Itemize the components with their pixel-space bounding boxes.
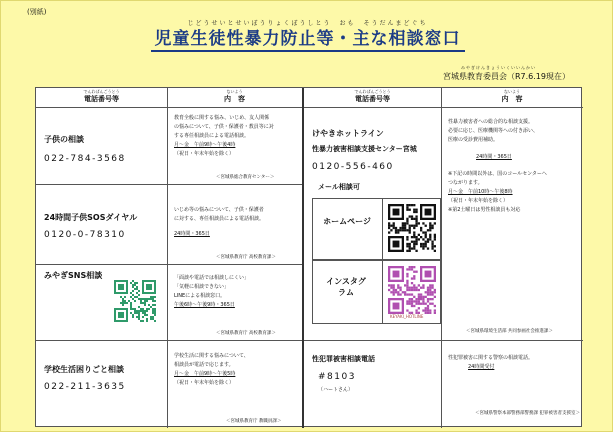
header-phone-left: でんわばんごうとう 電話番号等 bbox=[36, 88, 167, 108]
service-name: けやきホットライン bbox=[312, 129, 384, 138]
org-name: ＜宮城県教育庁 高校教育課＞ bbox=[216, 331, 276, 336]
divider bbox=[167, 88, 168, 428]
row-divider bbox=[304, 340, 583, 341]
phone-number[interactable]: 0120-0-78310 bbox=[44, 230, 126, 240]
issuer-ruby: みやぎけんきょういくいいんかい bbox=[461, 65, 536, 70]
instagram-qr-code[interactable] bbox=[388, 266, 436, 314]
org-name: ＜宮城県警察本部警務部警務課 犯罪被害者支援室＞ bbox=[475, 411, 580, 416]
title-block bbox=[1, 19, 613, 52]
box-divider bbox=[382, 198, 383, 324]
service-subname: 性暴力被害相談支援センター宮城 bbox=[312, 145, 417, 153]
row-divider bbox=[36, 264, 302, 265]
header-phone-right: でんわばんごうとう 電話番号等 bbox=[304, 88, 441, 108]
service-detail: 性暴力被害者への総合的な相談支援。 必要に応じ、医療機関等への付き添い、 医療の受診費用補助。 24時間・365日 ※下記の時間以外は、国のコールセンターへ つながります。 月～金 午前10時～午後8時 （祝日・年末年始を除く） ※第2土曜日は男性相談員も対応 bbox=[448, 119, 547, 213]
row-divider bbox=[36, 184, 302, 185]
service-detail: 教育全般に関する悩み、いじめ、友人関係 の悩みについて、子供・保護者・教員等に対 する専任相談員による電話相談。 月～金 午前9時～午後4時 （祝日・年末年始を除く） bbox=[174, 115, 274, 157]
attachment-tag: (別紙) bbox=[27, 8, 47, 16]
email-available-label: メール相談可 bbox=[318, 183, 360, 191]
service-detail: 学校生活に関する悩みについて、 相談員が電話で応じます。 月～金 午前9時～午後5時 （祝日・年末年始を除く） bbox=[174, 353, 249, 386]
service-name: みやぎSNS相談 bbox=[44, 271, 103, 280]
row-divider bbox=[36, 340, 302, 341]
org-name: ＜宮城県教育庁 教職員課＞ bbox=[226, 419, 282, 424]
title-ruby: じどうせいとせいぼうりょくぼうしとう おも そうだんまどぐち bbox=[187, 20, 428, 27]
phone-note: （ハートさん） bbox=[318, 387, 354, 393]
line-qr-code[interactable] bbox=[114, 280, 156, 322]
homepage-qr-code[interactable] bbox=[388, 204, 436, 252]
instagram-caption: KEYAKI_HOTLINE bbox=[390, 314, 424, 319]
homepage-label: ホームページ bbox=[323, 217, 371, 226]
service-name: 性犯罪被害相談電話 bbox=[312, 355, 375, 363]
service-name: 子供の相談 bbox=[44, 135, 84, 144]
phone-number[interactable]: 022-211-3635 bbox=[44, 382, 126, 392]
phone-number[interactable]: 022-784-3568 bbox=[44, 154, 126, 164]
service-detail: 性犯罪被害に関する警察の相談電話。 24時間受付 bbox=[448, 355, 534, 370]
phone-number[interactable]: 0120-556-460 bbox=[312, 162, 394, 172]
issuer: 宮城県教育委員会（R7.6.19現在） bbox=[442, 72, 570, 81]
center-divider bbox=[302, 88, 304, 428]
service-name: 学校生活困りごと相談 bbox=[44, 365, 124, 374]
header-content-right: ないよう 内 容 bbox=[441, 88, 583, 108]
header-content-left: ないよう 内 容 bbox=[167, 88, 302, 108]
org-name: ＜宮城県環境生活部 共同参画社会推進課＞ bbox=[466, 329, 553, 334]
service-detail: 「面談や電話では相談しにくい」 「気軽に相談できない」 LINEによる相談窓口。 午後6時～午後9時・365日 bbox=[174, 275, 250, 308]
phone-number[interactable]: #8103 bbox=[318, 372, 356, 382]
instagram-label: インスタグラム bbox=[326, 277, 366, 297]
service-detail: いじめ等の悩みについて、子供・保護者 に対する、専任相談員による電話相談。 24時間・365日 bbox=[174, 207, 265, 237]
org-name: ＜宮城県教育庁 高校教育課＞ bbox=[216, 255, 276, 260]
page-title: 児童生徒性暴力防止等・主な相談窓口 bbox=[151, 28, 465, 52]
org-name: ＜宮城県総合教育センター＞ bbox=[216, 175, 275, 180]
service-name: 24時間子供SOSダイヤル bbox=[44, 213, 138, 222]
divider bbox=[441, 88, 442, 428]
consultation-table bbox=[35, 87, 582, 427]
